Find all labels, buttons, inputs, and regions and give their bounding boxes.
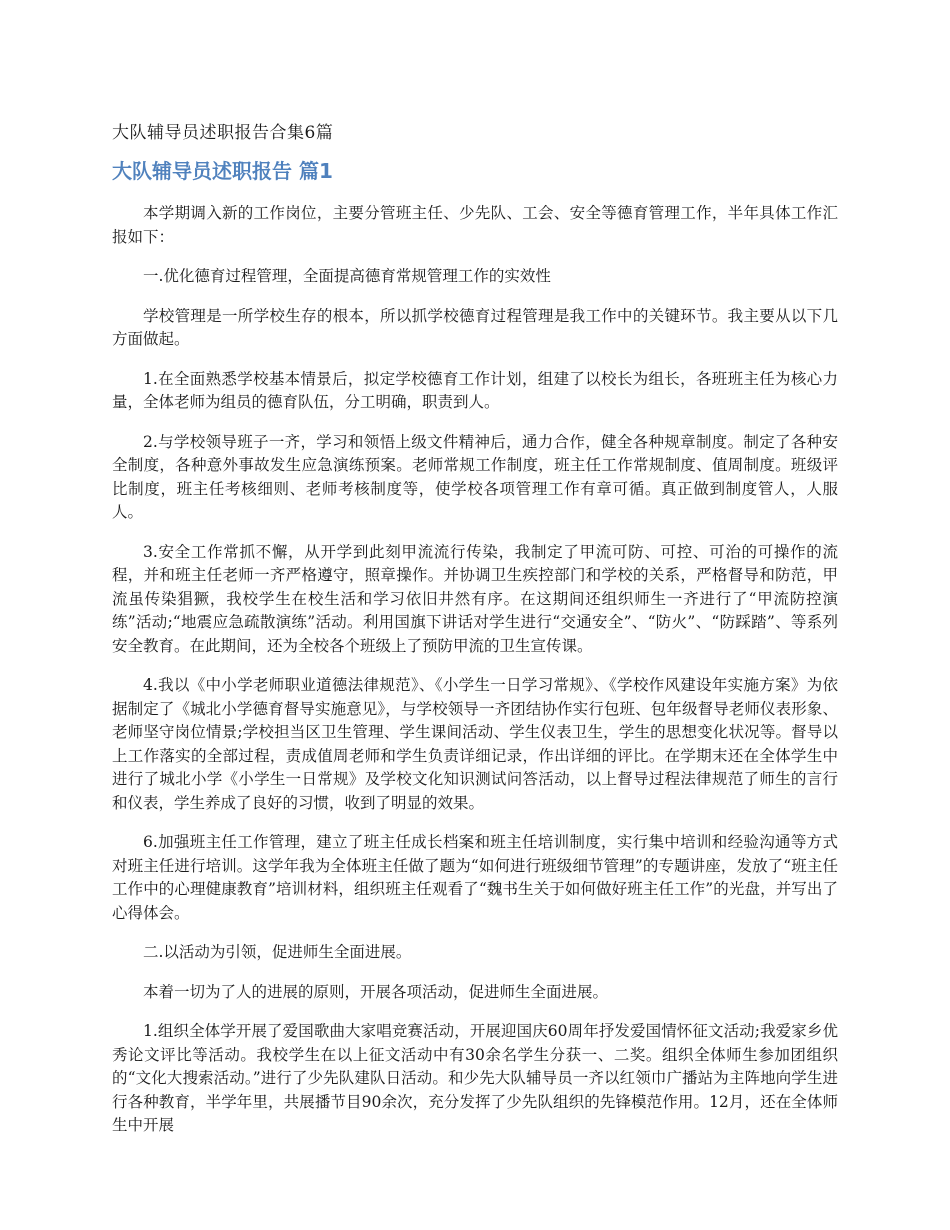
- paragraph-item-4: 4.我以《中小学老师职业道德法律规范》、《小学生一日学习常规》、《学校作风建设年实施方案》为依据制定了《城北小学德育督导实施意见》，与学校领导一齐团结协作实行包班、包年级督导老师仪表形象、老师坚守岗位情景;学校担当区卫生管理、学生课间活动、学生仪表卫生，学生的思想变化状况等。督导以上工作落实的全部过程，责成值周老师和学生负责详细记录，作出详细的评比。在学期末还在全体学生中进行了城北小学《小学生一日常规》及学校文化知识测试问答活动，以上督导过程法律规范了师生的言行和仪表，学生养成了良好的习惯，收到了明显的效果。: [112, 676, 838, 812]
- paragraph-management: 学校管理是一所学校生存的根本，所以抓学校德育过程管理是我工作中的关键环节。我主要从以下几方面做起。: [112, 306, 838, 348]
- document-page: [112, 120, 838, 1154]
- paragraph-part-one-heading: 一.优化德育过程管理，全面提高德育常规管理工作的实效性: [143, 267, 551, 285]
- document-title: 大队辅导员述职报告合集6篇: [112, 123, 334, 143]
- paragraph-item-2: 2.与学校领导班子一齐，学习和领悟上级文件精神后，通力合作，健全各种规章制度。制定了各种安全制度，各种意外事故发生应急演练预案。老师常规工作制度，班主任工作常规制度、值周制度。班级评比制度，班主任考核细则、老师考核制度等，使学校各项管理工作有章可循。真正做到制度管人，人服人。: [112, 432, 838, 521]
- paragraph-item-6: 6.加强班主任工作管理，建立了班主任成长档案和班主任培训制度，实行集中培训和经验沟通等方式对班主任进行培训。这学年我为全体班主任做了题为“如何进行班级细节管理”的专题讲座，发放了“班主任工作中的心理健康教育”培训材料，组织班主任观看了“魏书生关于如何做好班主任工作”的光盘，并写出了心得体会。: [112, 833, 838, 922]
- paragraph-intro: 本学期调入新的工作岗位，主要分管班主任、少先队、工会、安全等德育管理工作，半年具体工作汇报如下：: [112, 204, 838, 246]
- paragraph-activities-principle: 本着一切为了人的进展的原则，开展各项活动，促进师生全面进展。: [143, 982, 609, 1001]
- paragraph-item-1: 1.在全面熟悉学校基本情景后，拟定学校德育工作计划，组建了以校长为组长，各班班主任为核心力量，全体老师为组员的德育队伍，分工明确，职责到人。: [112, 369, 838, 411]
- section-heading: 大队辅导员述职报告 篇1: [112, 159, 333, 183]
- paragraph-item-3: 3.安全工作常抓不懈，从开学到此刻甲流流行传染，我制定了甲流可防、可控、可治的可操作的流程，并和班主任老师一齐严格遵守，照章操作。并协调卫生疾控部门和学校的关系，严格督导和防范，甲流虽传染猖獗，我校学生在校生活和学习依旧井然有序。在这期间还组织师生一齐进行了“甲流防控演练”活动;“地震应急疏散演练”活动。利用国旗下讲话对学生进行“交通安全”、“防火”、“防踩踏”、等系列安全教育。在此期间，还为全校各个班级上了预防甲流的卫生宣传课。: [112, 542, 838, 655]
- paragraph-part-two-heading: 二.以活动为引领，促进师生全面进展。: [143, 943, 412, 961]
- paragraph-activities-item-1: 1.组织全体学开展了爱国歌曲大家唱竞赛活动，开展迎国庆60周年抒发爱国情怀征文活动;我爱家乡优秀论文评比等活动。我校学生在以上征文活动中有30余名学生分获一、二奖。组织全体师生参加团组织的“文化大搜索活动。”进行了少先队建队日活动。和少先大队辅导员一齐以红领巾广播站为主阵地向学生进行各种教育，半学年里，共展播节目90余次，充分发挥了少先队组织的先锋模范作用。12月，还在全体师生中开展: [112, 1022, 838, 1134]
